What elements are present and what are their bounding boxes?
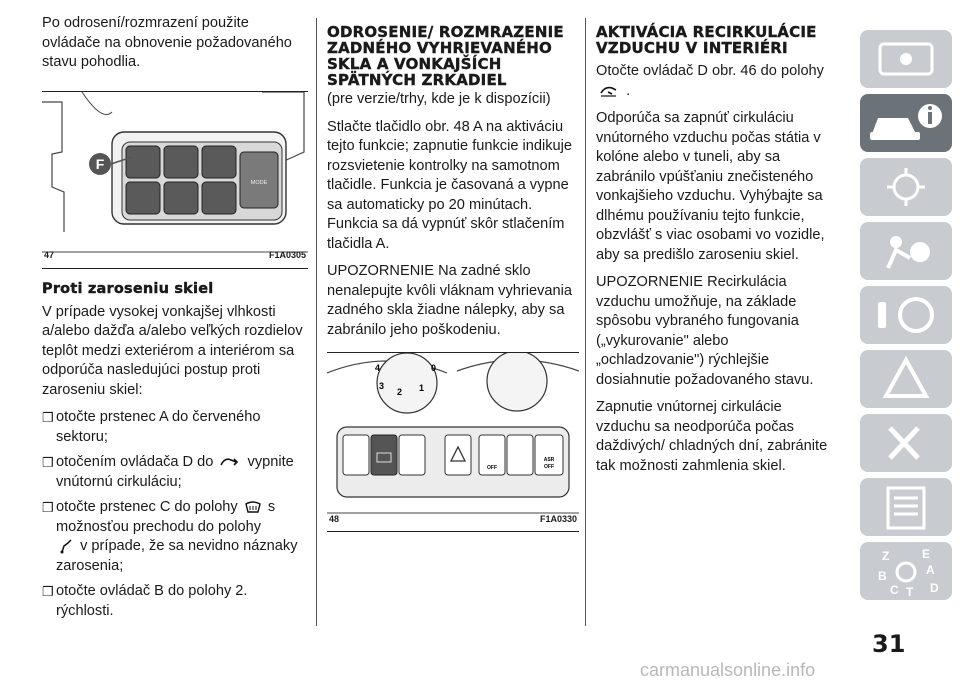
warning-paragraph: UPOZORNENIE Na zadné sklo nenalepujte kvôli vláknam vyhrievania zadného skla žiadne nálepky, aby sa zabránilo jeho poškodeniu. [327,263,572,338]
figure-code: F1A0305 [268,250,306,260]
page-number: 31 [872,630,906,658]
section-heading-antifog: Proti zaroseniu skiel [42,280,214,297]
column-3 [596,14,836,484]
dial-mark: 0 [431,363,437,373]
sidebar-tab-dashboard[interactable] [860,30,952,88]
dial-mark: 3 [379,381,385,391]
recirculation-advice: Zapnutie vnútornej cirkulácie vzduchu sa neodporúča počas daždivých/ chladných dní, zabránite tak možnosti zahmlenia skiel. [596,399,828,474]
feet-windshield-icon [58,538,74,554]
column-1 [42,14,308,627]
dashboard-buttons-illustration [327,353,579,529]
outside-air-icon [219,455,241,469]
esp-off-label: OFF [487,465,497,471]
figure-code: F1A0330 [539,513,577,524]
svg-text:C: C [890,583,899,597]
asr-label: ASR [543,457,555,463]
sidebar-tab-driving[interactable] [860,286,952,344]
watermark: carmanualsonline.info [640,660,816,680]
figure-number: 48 [329,513,340,524]
svg-text:T: T [906,585,914,599]
list-item: ❒ otočte ovládač B do polohy 2. rýchlosti. [42,583,248,619]
dial-mark: 4 [375,363,381,373]
recirculation-icon [598,84,620,98]
sidebar-tab-specifications[interactable] [860,478,952,536]
column-2 [327,14,579,532]
svg-text:Z: Z [882,549,890,563]
recirculation-warning: UPOZORNENIE Recirkulácia vzduchu umožňuje, na základe spôsobu vybraného fungovania („vykurovanie" alebo „ochladzovanie") rýchlejšie dosiahnutie požadovaného stavu. [596,274,814,388]
column-divider [585,18,586,626]
recirculation-step: Otočte ovládač D obr. 46 do polohy . [596,63,824,99]
antifog-paragraph: V prípade vysokej vonkajšej vlhkosti a/alebo dažďa a/alebo veľkých rozdielov teplôt medzi exteriérom a interiérom sa odporúča nasledujúci postup proti zaroseniu skiel: [42,303,303,398]
alphabet-index-icon [860,542,952,600]
section-heading-recirculation: AKTIVÁCIA RECIRKULÁCIE VZDUCHU V INTERIÉRI [596,23,817,57]
sidebar-tab-maintenance[interactable] [860,414,952,472]
section-heading-rear-defrost: ODROSENIE/ ROZMRAZENIE ZADNÉHO VYHRIEVANÉHO SKLA A VONKAJŠÍCH SPÄTNÝCH ZRKADIEL [327,23,564,89]
warning-light-icon [860,158,952,216]
svg-text:B: B [878,569,887,583]
recirculation-paragraph: Odporúča sa zapnúť cirkuláciu vnútorného vzduchu počas státia v kolóne alebo v tuneli, aby sa zabránilo vpúšťaniu znečisteného vonkajšieho vzduchu. Vyhýbajte sa dlhému používaniu tejto funkcie, obzvlášť s viac osobami vo vozidle, aby sa predišlo zaroseniu skiel. [596,110,825,263]
dashboard-car-icon [860,30,952,88]
steering-wheel-icon [860,286,952,344]
list-item: ❒ otočením ovládača D do vypnite vnútornú cirkuláciu; [42,454,294,490]
figure-number: 47 [44,250,55,260]
sidebar-tab-vehicle-info[interactable] [860,94,952,152]
tools-icon [860,414,952,472]
rear-defrost-paragraph: Stlačte tlačidlo obr. 48 A na aktiváciu tejto funkcie; zapnutie funkcie indikuje rozsvietenie kontrolky na samotnom tlačidle. Funkcia je časovaná a vypne sa automaticky po 20 minútach. Funkcia sa dá vypnúť skôr stlačením tlačidla A. [327,118,573,252]
airbag-icon [860,222,952,280]
figure-callout-f: F [95,155,105,172]
dial-mark: 2 [397,387,403,397]
windshield-demist-icon [244,500,262,514]
car-info-icon [860,94,952,152]
asr-off-label: OFF [544,464,554,470]
svg-text:D: D [930,581,939,595]
control-panel-illustration [42,92,308,267]
intro-paragraph: Po odrosení/rozmrazení použite ovládače na obnovenie požadovaného stavu pohodlia. [42,15,292,70]
mode-button-label: MODE [250,179,268,186]
column-divider [316,18,317,626]
sidebar-tab-warning-lights[interactable] [860,158,952,216]
sidebar-tab-safety[interactable] [860,222,952,280]
figure-48 [327,352,579,532]
list-item: ❒ otočte prstenec A do červeného sektoru; [42,409,261,445]
specifications-list-icon [860,478,952,536]
svg-text:A: A [926,563,935,577]
sidebar-tab-index[interactable] [860,542,952,600]
svg-text:E: E [922,547,931,561]
figure-47 [42,91,308,269]
sidebar-tab-emergency[interactable] [860,350,952,408]
list-item: ❒ otočte prstenec C do polohy s možnosťou prechodu do polohy v prípade, že sa nevidno náznaky zarosenia; [42,499,298,574]
warning-triangle-icon [860,350,952,408]
dial-mark: 1 [419,383,425,393]
availability-note: (pre verzie/trhy, kde je k dispozícii) [327,91,551,107]
